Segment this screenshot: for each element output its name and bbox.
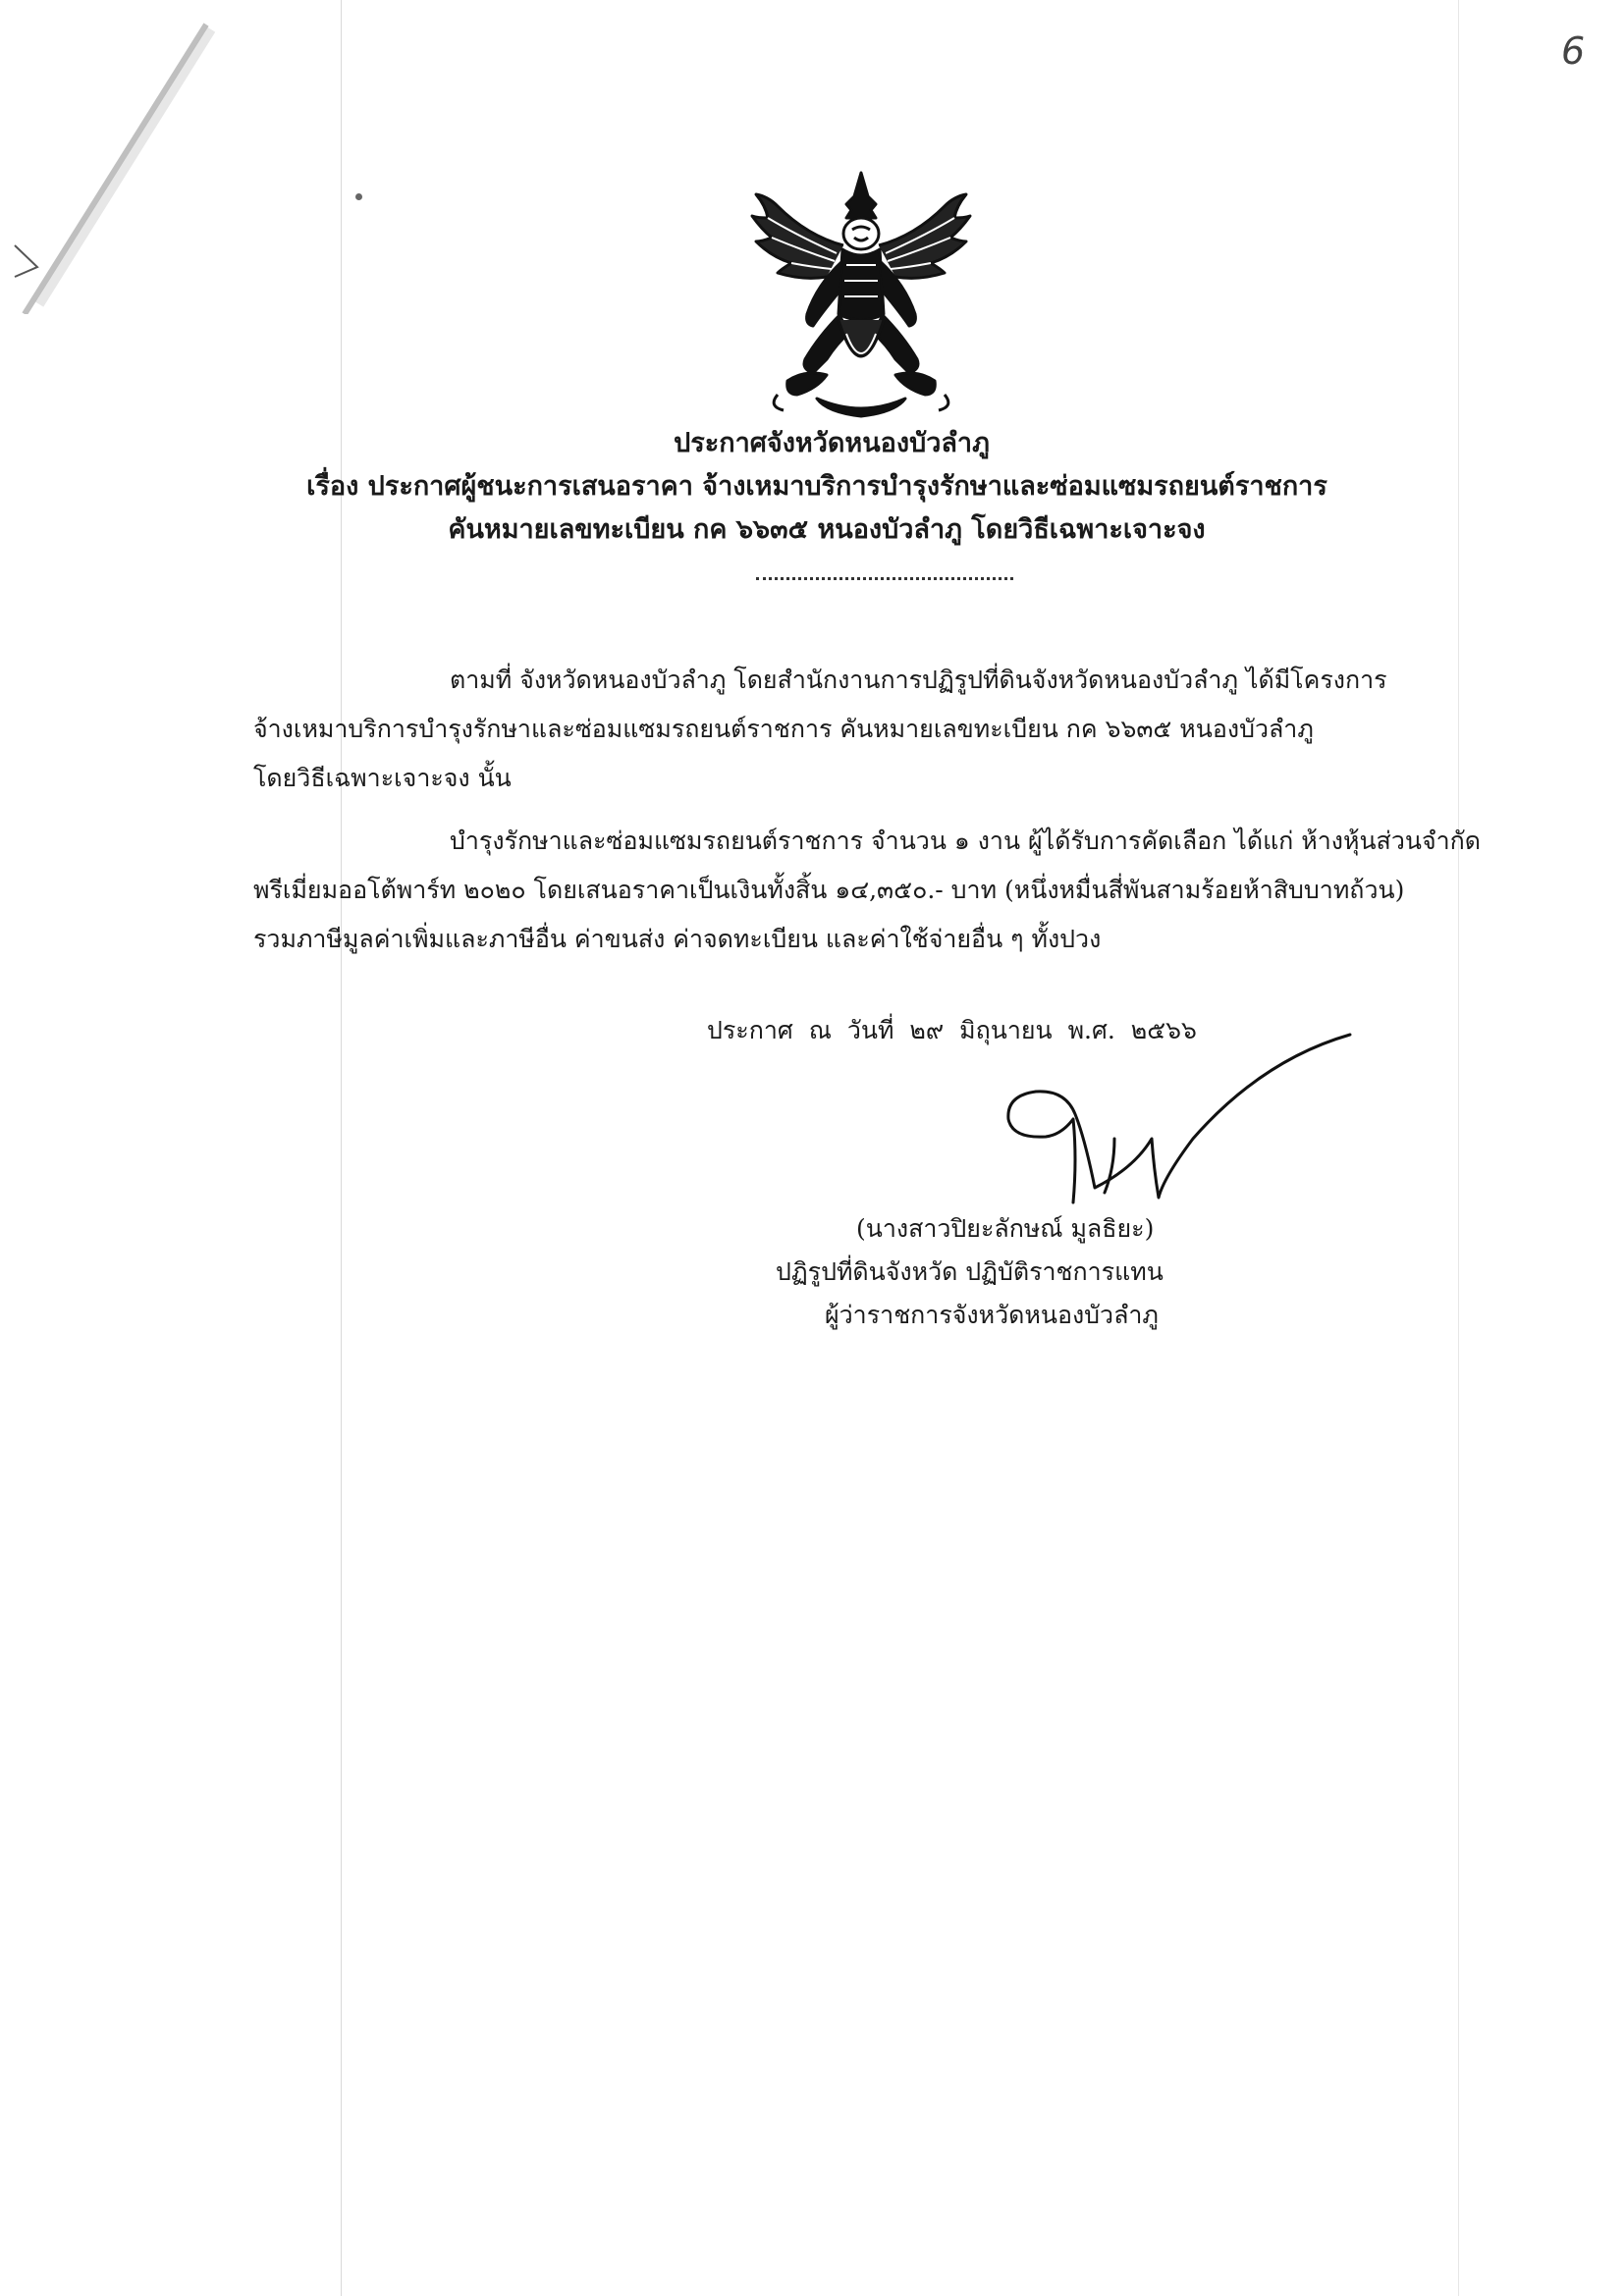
signer-block	[776, 1207, 1164, 1337]
scan-line	[1458, 0, 1459, 2296]
announcement-header	[0, 422, 1624, 552]
page-number: 6	[1561, 29, 1586, 73]
paragraph-line: บำรุงรักษาและซ่อมแซมรถยนต์ราชการ จำนวน ๑ งาน ผู้ได้รับการคัดเลือก ได้แก่ ห้างหุ้นส่วนจำกัด	[450, 827, 1481, 855]
paragraph-award	[253, 817, 1520, 964]
garuda-emblem-icon	[748, 167, 974, 422]
paragraph-line: พรีเมี่ยมออโต้พาร์ท ๒๐๒๐ โดยเสนอราคาเป็นเงินทั้งสิ้น ๑๔,๓๕๐.- บาท (หนึ่งหมื่นสี่พันสามร้อยห้าสิบบาทถ้วน)	[253, 876, 1405, 904]
dotted-divider	[756, 577, 1013, 580]
paragraph-line: รวมภาษีมูลค่าเพิ่มและภาษีอื่น ค่าขนส่ง ค่าจดทะเบียน และค่าใช้จ่ายอื่น ๆ ทั้งปวง	[253, 925, 1102, 953]
signer-governor: ผู้ว่าราชการจังหวัดหนองบัวลำภู	[825, 1301, 1159, 1329]
announcement-subject-cont: คันหมายเลขทะเบียน กค ๖๖๓๕ หนองบัวลำภู โดยวิธีเฉพาะเจาะจง	[448, 514, 1206, 545]
paragraph-background	[253, 656, 1520, 803]
paragraph-line: โดยวิธีเฉพาะเจาะจง นั้น	[253, 764, 512, 792]
paragraph-line: จ้างเหมาบริการบำรุงรักษาและซ่อมแซมรถยนต์ราชการ คันหมายเลขทะเบียน กค ๖๖๓๕ หนองบัวลำภู	[253, 715, 1314, 743]
announcement-date: ประกาศ ณ วันที่ ๒๙ มิถุนายน พ.ศ. ๒๕๖๖	[707, 1016, 1197, 1044]
announcement-subject: เรื่อง ประกาศผู้ชนะการเสนอราคา จ้างเหมาบริการบำรุงรักษาและซ่อมแซมรถยนต์ราชการ	[306, 471, 1327, 502]
scan-line	[341, 0, 342, 2296]
scan-crease-mark	[10, 20, 226, 314]
handwritten-signature	[967, 1021, 1360, 1237]
announcement-title: ประกาศจังหวัดหนองบัวลำภู	[674, 428, 990, 458]
signer-name: (นางสาวปิยะลักษณ์ มูลธิยะ)	[856, 1214, 1155, 1243]
signer-position: ปฏิรูปที่ดินจังหวัด ปฏิบัติราชการแทน	[776, 1257, 1164, 1286]
scan-dot	[355, 193, 362, 200]
paragraph-line: ตามที่ จังหวัดหนองบัวลำภู โดยสำนักงานการปฏิรูปที่ดินจังหวัดหนองบัวลำภู ได้มีโครงการ	[450, 666, 1387, 694]
